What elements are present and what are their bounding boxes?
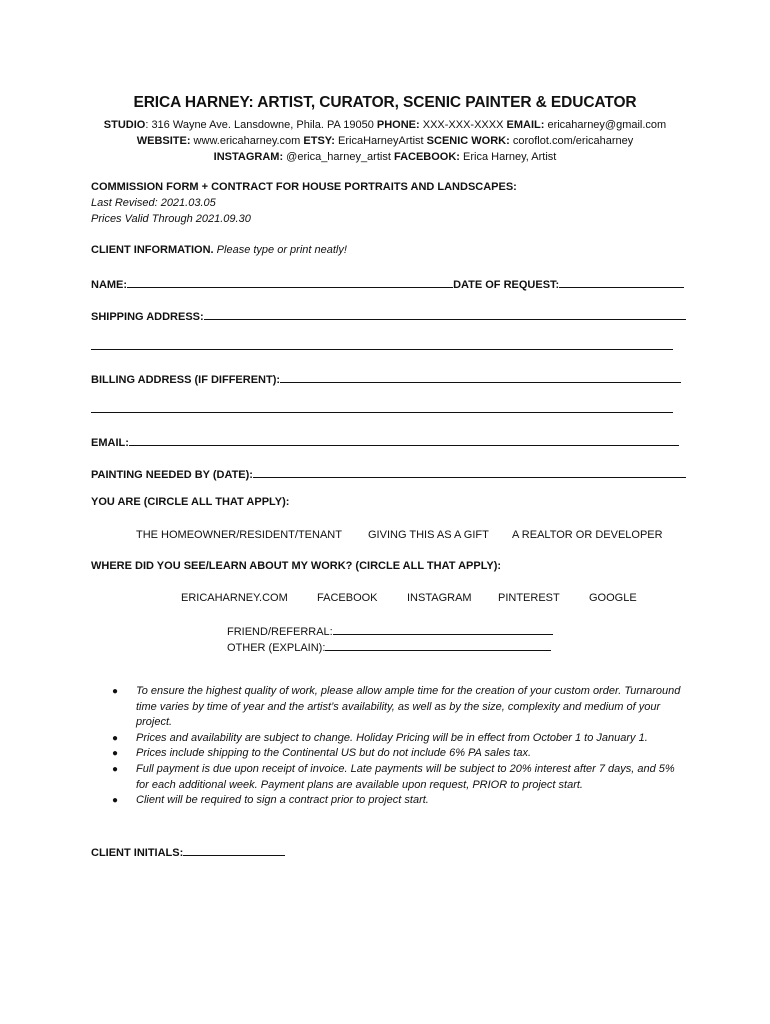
list-item: ● Full payment is due upon receipt of invoice. Late payments will be subject to 20% interest after 7 days, and 5% for each additional week. Payment plans are available upon request, PRIOR to project start. [112,762,675,791]
contact-line-1 [0,118,770,132]
option-facebook[interactable]: FACEBOOK [317,592,378,604]
bullet-icon: ● [112,732,119,744]
painting-needed-field[interactable] [253,466,686,478]
website-label: WEBSITE: [136,135,191,147]
billing-row [91,371,681,386]
studio-value: : 316 Wayne Ave. Lansdowne, Phila. PA 19050 [145,119,377,131]
you-are-label: YOU ARE (CIRCLE ALL THAT APPLY): [91,496,290,508]
shipping-address-field-2[interactable] [91,349,673,350]
option-homeowner[interactable]: THE HOMEOWNER/RESIDENT/TENANT [136,529,342,541]
date-label: DATE OF REQUEST: [453,279,560,291]
scenic-value: coroflot.com/ericaharney [509,135,634,147]
list-item: ● Prices include shipping to the Continental US but do not include 6% PA sales tax. [112,746,682,762]
name-row [91,276,684,291]
bullet-icon: ● [112,686,119,697]
list-item: ● Client will be required to sign a contract prior to project start. [112,793,682,809]
shipping-row [91,308,686,323]
email-field-label: EMAIL: [91,437,129,449]
initials-row [91,844,285,859]
client-initials-field[interactable] [183,844,285,856]
billing-address-field[interactable] [280,371,681,383]
name-label: NAME: [91,279,128,291]
page-title: ERICA HARNEY: ARTIST, CURATOR, SCENIC PAINTER & EDUCATOR [133,94,637,111]
email-field[interactable] [129,434,679,446]
option-pinterest[interactable]: PINTEREST [498,592,560,604]
date-of-request-field[interactable] [559,276,684,288]
learn-label: WHERE DID YOU SEE/LEARN ABOUT MY WORK? (CIRCLE ALL THAT APPLY): [91,560,502,572]
last-revised: Last Revised: 2021.03.05 [91,197,216,209]
terms-list [112,684,682,809]
facebook-label: FACEBOOK: [393,151,460,163]
email-value: ericaharney@gmail.com [544,119,667,131]
billing-label: BILLING ADDRESS (IF DIFFERENT): [91,374,281,386]
shipping-address-field[interactable] [204,308,686,320]
studio-label: STUDIO [103,119,146,131]
client-info-note: Please type or print neatly! [213,244,347,256]
option-google[interactable]: GOOGLE [589,592,637,604]
bullet-icon: ● [112,763,119,775]
referral-row [227,623,553,638]
needed-label: PAINTING NEEDED BY (DATE): [91,469,253,481]
website-value: www.ericaharney.com [190,135,304,147]
option-ericaharney-com[interactable]: ERICAHARNEY.COM [181,592,288,604]
phone-value: XXX-XXX-XXXX [419,119,507,131]
contact-line-2 [0,134,770,148]
bullet-icon: ● [112,748,119,760]
phone-label: PHONE: [376,119,420,131]
prices-valid: Prices Valid Through 2021.09.30 [91,213,251,225]
other-explain-field[interactable] [325,639,551,651]
instagram-label: INSTAGRAM: [213,151,284,163]
other-row [227,639,551,654]
option-instagram[interactable]: INSTAGRAM [407,592,472,604]
client-info-line [91,244,347,256]
instagram-value: @erica_harney_artist [283,151,394,163]
referral-field[interactable] [333,623,553,635]
contact-line-3 [0,150,770,164]
email-label: EMAIL: [506,119,545,131]
initials-label: CLIENT INITIALS: [91,847,184,859]
bullet-icon: ● [112,795,119,807]
email-row [91,434,679,449]
name-field[interactable] [127,276,453,288]
other-label: OTHER (EXPLAIN): [227,642,326,654]
client-info-label: CLIENT INFORMATION. [91,244,214,256]
form-heading: COMMISSION FORM + CONTRACT FOR HOUSE PORTRAITS AND LANDSCAPES: [91,181,517,193]
etsy-label: ETSY: [303,135,335,147]
scenic-label: SCENIC WORK: [426,135,510,147]
option-gift[interactable]: GIVING THIS AS A GIFT [368,529,489,541]
referral-label: FRIEND/REFERRAL: [227,626,333,638]
list-item: ● To ensure the highest quality of work, please allow ample time for the creation of your custom order. Turnaround time varies by time of year and the artist’s availability, as well as by the size, complexity and medium of your project. [112,685,681,729]
list-item: ● Prices and availability are subject to change. Holiday Pricing will be in effect from October 1 to January 1. [112,731,682,747]
needed-row [91,466,686,481]
etsy-value: EricaHarneyArtist [334,135,427,147]
facebook-value: Erica Harney, Artist [459,151,557,163]
billing-address-field-2[interactable] [91,412,673,413]
option-realtor[interactable]: A REALTOR OR DEVELOPER [512,529,663,541]
shipping-label: SHIPPING ADDRESS: [91,311,204,323]
